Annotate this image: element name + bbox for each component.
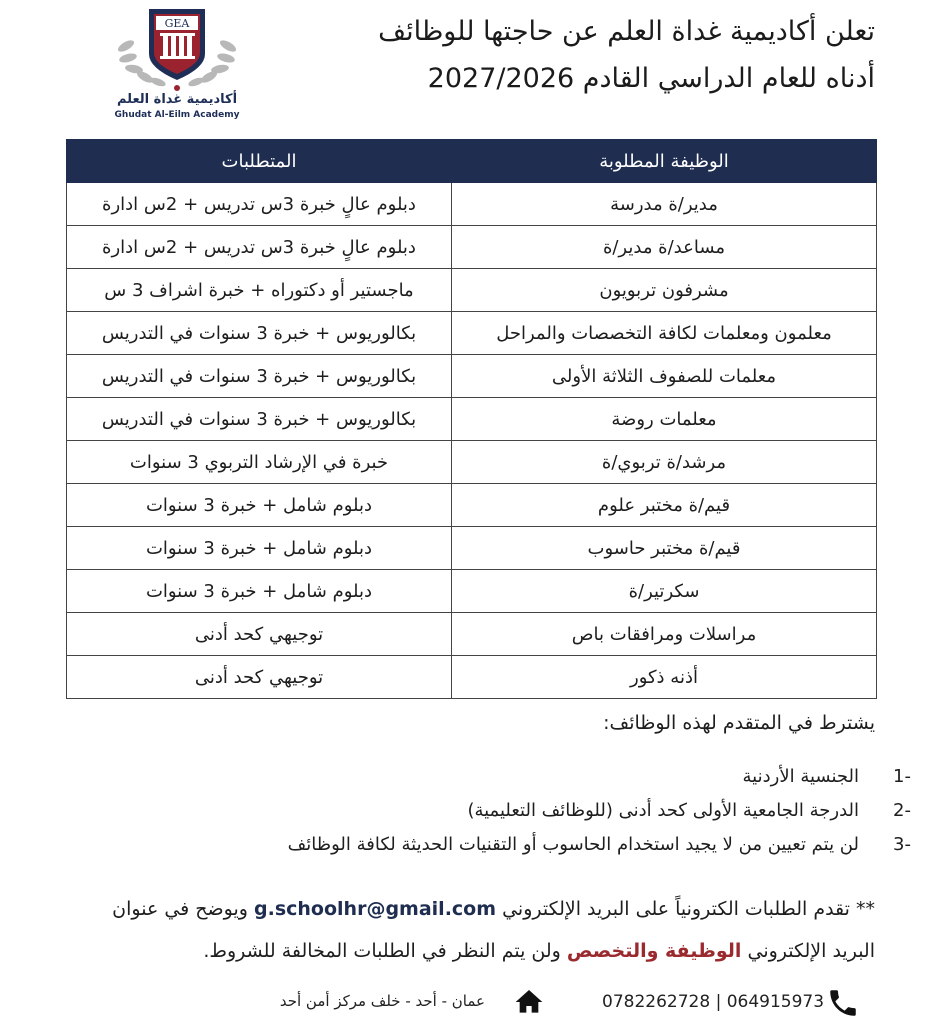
- job-cell: مرشد/ة تربوي/ة: [452, 441, 877, 484]
- application-note: [95, 888, 875, 972]
- logo-name-arabic: أكاديمية غداة العلم: [116, 92, 238, 107]
- table-row: [67, 656, 877, 699]
- condition-item: [151, 828, 911, 862]
- jobs-table: [66, 139, 877, 699]
- condition-number: -2: [893, 800, 911, 821]
- requirement-cell: دبلوم شامل + خبرة 3 سنوات: [67, 484, 452, 527]
- job-cell: معلمون ومعلمات لكافة التخصصات والمراحل: [452, 312, 877, 355]
- table-row: [67, 355, 877, 398]
- academy-logo: [112, 6, 242, 124]
- conditions-list: [151, 760, 911, 862]
- requirement-cell: دبلوم شامل + خبرة 3 سنوات: [67, 527, 452, 570]
- condition-text: لن يتم تعيين من لا يجيد استخدام الحاسوب أو التقنيات الحديثة لكافة الوظائف: [287, 834, 859, 855]
- address-text: عمان - أحد - خلف مركز أمن أحد: [279, 992, 485, 1010]
- requirement-cell: دبلوم عالٍ خبرة 3س تدريس + 2س ادارة: [67, 183, 452, 226]
- job-cell: مدير/ة مدرسة: [452, 183, 877, 226]
- logo-emblem: [112, 6, 242, 94]
- job-cell: مراسلات ومرافقات باص: [452, 613, 877, 656]
- note-text-1: تقدم الطلبات الكترونياً على البريد الإلكتروني: [502, 898, 850, 920]
- requirement-cell: توجيهي كحد أدنى: [67, 656, 452, 699]
- table-row: [67, 269, 877, 312]
- job-cell: مساعد/ة مدير/ة: [452, 226, 877, 269]
- home-icon: [512, 986, 546, 1018]
- requirement-cell: دبلوم شامل + خبرة 3 سنوات: [67, 570, 452, 613]
- logo-name-english: Ghudat Al-Eilm Academy: [114, 110, 240, 120]
- job-cell: قيم/ة مختبر علوم: [452, 484, 877, 527]
- title-line-2: أدناه للعام الدراسي القادم 2027/2026: [427, 63, 875, 94]
- logo-monogram: GEA: [164, 17, 190, 30]
- job-cell: معلمات روضة: [452, 398, 877, 441]
- note-text-3: ولن يتم النظر في الطلبات المخالفة للشروط.: [203, 940, 561, 962]
- table-row: [67, 570, 877, 613]
- table-row: [67, 613, 877, 656]
- requirement-cell: بكالوريوس + خبرة 3 سنوات في التدريس: [67, 355, 452, 398]
- job-cell: أذنه ذكور: [452, 656, 877, 699]
- job-cell: مشرفون تربويون: [452, 269, 877, 312]
- table-row: [67, 441, 877, 484]
- condition-item: [151, 794, 911, 828]
- table-row: [67, 398, 877, 441]
- requirement-cell: توجيهي كحد أدنى: [67, 613, 452, 656]
- contact-footer: [0, 982, 941, 1022]
- condition-text: الجنسية الأردنية: [742, 766, 859, 787]
- requirement-cell: ماجستير أو دكتوراه + خبرة اشراف 3 س: [67, 269, 452, 312]
- requirement-cell: دبلوم عالٍ خبرة 3س تدريس + 2س ادارة: [67, 226, 452, 269]
- condition-item: [151, 760, 911, 794]
- table-row: [67, 312, 877, 355]
- jobs-table-body: [67, 183, 877, 699]
- job-cell: قيم/ة مختبر حاسوب: [452, 527, 877, 570]
- note-text-2: ويوضح في عنوان البريد الإلكتروني: [112, 898, 875, 962]
- announcement-title: [315, 8, 875, 102]
- requirement-cell: بكالوريوس + خبرة 3 سنوات في التدريس: [67, 398, 452, 441]
- table-row: [67, 484, 877, 527]
- conditions-heading: يشترط في المتقدم لهذه الوظائف:: [603, 712, 875, 734]
- condition-text: الدرجة الجامعية الأولى كحد أدنى (للوظائف التعليمية): [467, 800, 859, 821]
- table-row: [67, 527, 877, 570]
- table-header-row: [67, 140, 877, 183]
- requirement-cell: بكالوريوس + خبرة 3 سنوات في التدريس: [67, 312, 452, 355]
- requirement-cell: خبرة في الإرشاد التربوي 3 سنوات: [67, 441, 452, 484]
- phone-numbers[interactable]: 0782262728 | 064915973: [602, 992, 825, 1012]
- condition-number: -3: [893, 834, 911, 855]
- email-link[interactable]: g.schoolhr@gmail.com: [254, 898, 497, 920]
- phone-icon: [826, 986, 860, 1020]
- column-header-requirements: المتطلبات: [67, 140, 452, 183]
- table-row: [67, 226, 877, 269]
- note-asterisks: **: [856, 898, 875, 920]
- title-line-1: تعلن أكاديمية غداة العلم عن حاجتها للوظائف: [378, 16, 875, 47]
- column-header-job: الوظيفة المطلوبة: [452, 140, 877, 183]
- job-cell: معلمات للصفوف الثلاثة الأولى: [452, 355, 877, 398]
- note-highlight: الوظيفة والتخصص: [566, 940, 742, 962]
- job-cell: سكرتير/ة: [452, 570, 877, 613]
- table-row: [67, 183, 877, 226]
- condition-number: -1: [893, 766, 911, 787]
